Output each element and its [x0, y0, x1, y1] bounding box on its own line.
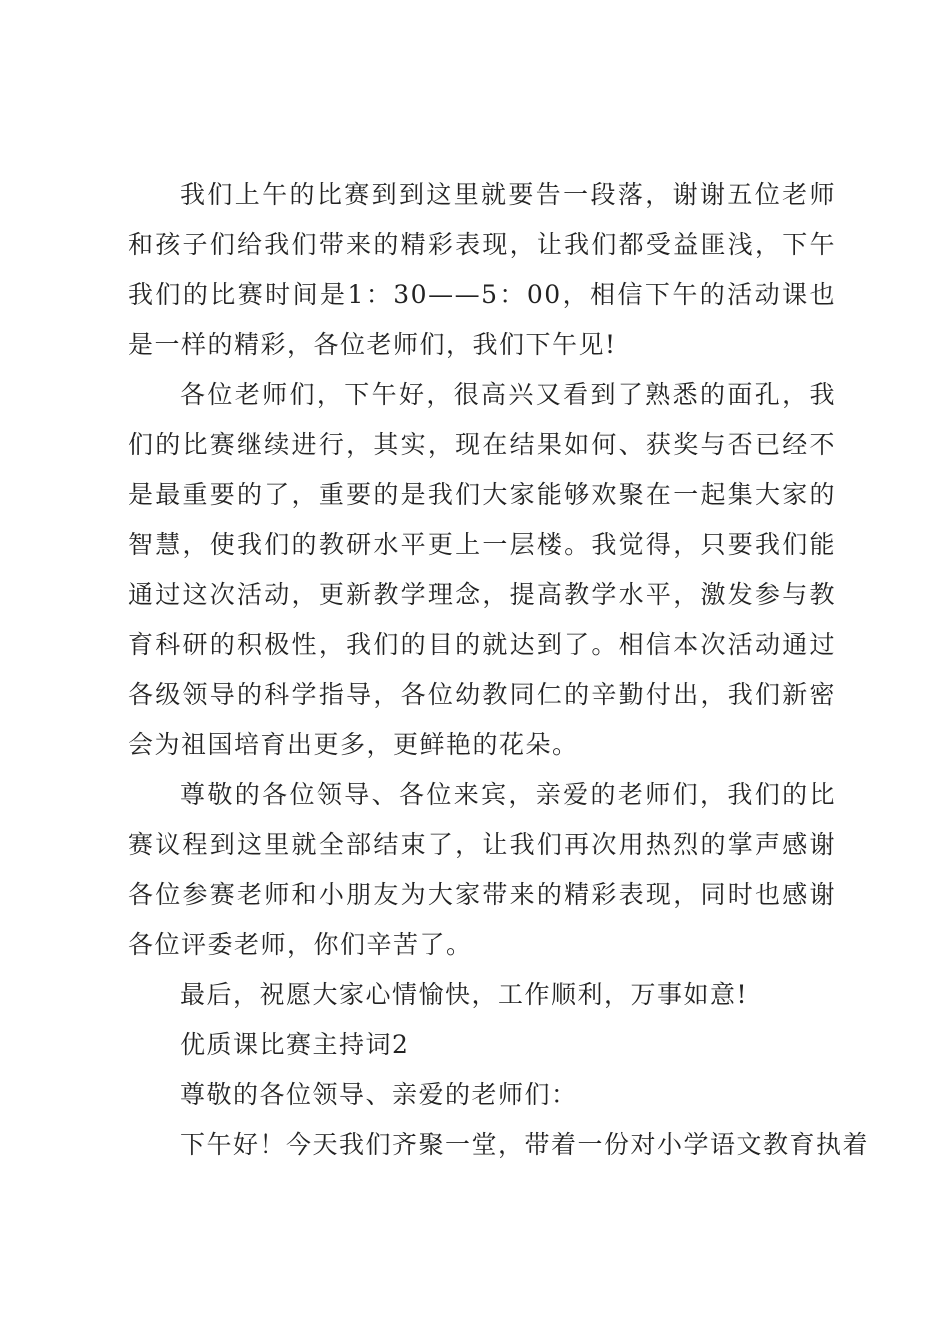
salutation: 尊敬的各位领导、亲爱的老师们：: [180, 1080, 578, 1109]
paragraph-final-closing: 尊敬的各位领导、各位来宾，亲爱的老师们，我们的比赛议程到这里就全部结束了，让我们再次用热烈的掌声感谢各位参赛老师和小朋友为大家带来的精彩表现，同时也感谢各位评委老师，你们辛苦了。: [128, 780, 836, 959]
section-heading: 优质课比赛主持词2: [180, 1030, 410, 1059]
opening-line: 下午好！今天我们齐聚一堂，带着一份对小学语文教育执着: [180, 1130, 870, 1159]
paragraph-afternoon-opening: 各位老师们，下午好，很高兴又看到了熟悉的面孔，我们的比赛继续进行，其实，现在结果如何、获奖与否已经不是最重要的了，重要的是我们大家能够欢聚在一起集大家的智慧，使我们的教研水平更上一层楼。我觉得，只要我们能通过这次活动，更新教学理念，提高教学水平，激发参与教育科研的积极性，我们的目的就达到了。相信本次活动通过各级领导的科学指导，各位幼教同仁的辛勤付出，我们新密会为祖国培育出更多，更鲜艳的花朵。: [128, 380, 836, 759]
paragraph-morning-closing: 我们上午的比赛到到这里就要告一段落，谢谢五位老师和孩子们给我们带来的精彩表现，让我们都受益匪浅，下午我们的比赛时间是1：30——5：00，相信下午的活动课也是一样的精彩，各位老师们，我们下午见!: [128, 180, 836, 359]
closing-wishes: 最后，祝愿大家心情愉快，工作顺利，万事如意!: [180, 980, 749, 1009]
document-body: [128, 170, 870, 1170]
